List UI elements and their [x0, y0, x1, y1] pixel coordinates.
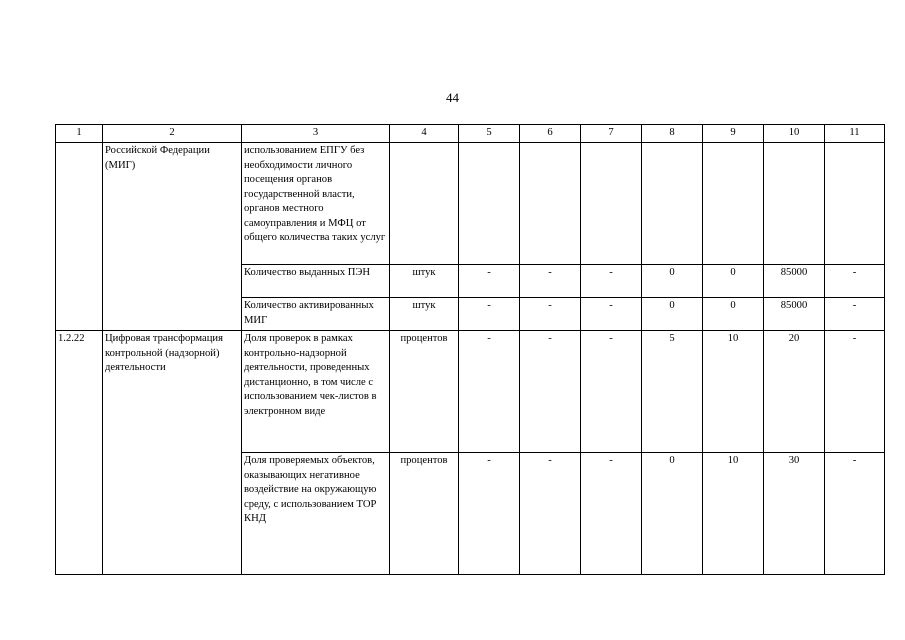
column-header: 1 — [56, 125, 103, 143]
value-cell: 5 — [642, 331, 703, 453]
row-number — [56, 143, 103, 331]
value-cell: - — [825, 298, 885, 331]
activity-name: Цифровая трансформация контрольной (надзорной) деятельности — [103, 331, 242, 575]
value-cell: 85000 — [764, 265, 825, 298]
value-cell: - — [459, 331, 520, 453]
value-cell: 0 — [642, 298, 703, 331]
value-cell: - — [825, 453, 885, 575]
value-cell: - — [520, 265, 581, 298]
value-cell — [703, 143, 764, 265]
value-cell: - — [459, 265, 520, 298]
column-header: 8 — [642, 125, 703, 143]
value-cell: - — [520, 453, 581, 575]
column-header: 2 — [103, 125, 242, 143]
value-cell: - — [459, 453, 520, 575]
value-cell — [581, 143, 642, 265]
value-cell — [459, 143, 520, 265]
indicator-text: Количество активированных МИГ — [242, 298, 390, 331]
value-cell — [520, 143, 581, 265]
value-cell: - — [520, 331, 581, 453]
value-cell: - — [459, 298, 520, 331]
value-cell: 85000 — [764, 298, 825, 331]
value-cell: - — [581, 453, 642, 575]
indicator-text: Доля проверяемых объектов, оказывающих негативное воздействие на окружающую среду, с использованием ТОР КНД — [242, 453, 390, 575]
value-cell: - — [825, 265, 885, 298]
column-header: 7 — [581, 125, 642, 143]
activity-name: Российской Федерации (МИГ) — [103, 143, 242, 331]
indicators-table — [55, 124, 885, 575]
column-header: 9 — [703, 125, 764, 143]
value-cell: - — [520, 298, 581, 331]
value-cell: - — [825, 331, 885, 453]
column-header: 5 — [459, 125, 520, 143]
indicator-text: Доля проверок в рамках контрольно-надзорной деятельности, проведенных дистанционно, в том числе с использованием чек-листов в электронном виде — [242, 331, 390, 453]
value-cell: 10 — [703, 331, 764, 453]
value-cell: 20 — [764, 331, 825, 453]
unit-cell: процентов — [390, 331, 459, 453]
value-cell: 10 — [703, 453, 764, 575]
column-header: 6 — [520, 125, 581, 143]
value-cell — [825, 143, 885, 265]
header-row — [56, 125, 885, 143]
value-cell — [764, 143, 825, 265]
table-row — [56, 143, 885, 265]
column-header: 3 — [242, 125, 390, 143]
value-cell: 0 — [642, 265, 703, 298]
indicator-text: Количество выданных ПЭН — [242, 265, 390, 298]
column-header: 10 — [764, 125, 825, 143]
value-cell: 0 — [642, 453, 703, 575]
column-header: 4 — [390, 125, 459, 143]
value-cell: 30 — [764, 453, 825, 575]
column-header: 11 — [825, 125, 885, 143]
page-number: 44 — [446, 90, 459, 105]
indicator-text: использованием ЕПГУ без необходимости личного посещения органов государственной власти, органов местного самоуправления и МФЦ от общего количества таких услуг — [242, 143, 390, 265]
value-cell: - — [581, 265, 642, 298]
value-cell: - — [581, 331, 642, 453]
value-cell: 0 — [703, 265, 764, 298]
value-cell: - — [581, 298, 642, 331]
row-number: 1.2.22 — [56, 331, 103, 575]
unit-cell: штук — [390, 298, 459, 331]
table-row — [56, 331, 885, 453]
unit-cell — [390, 143, 459, 265]
value-cell — [642, 143, 703, 265]
value-cell: 0 — [703, 298, 764, 331]
unit-cell: процентов — [390, 453, 459, 575]
unit-cell: штук — [390, 265, 459, 298]
